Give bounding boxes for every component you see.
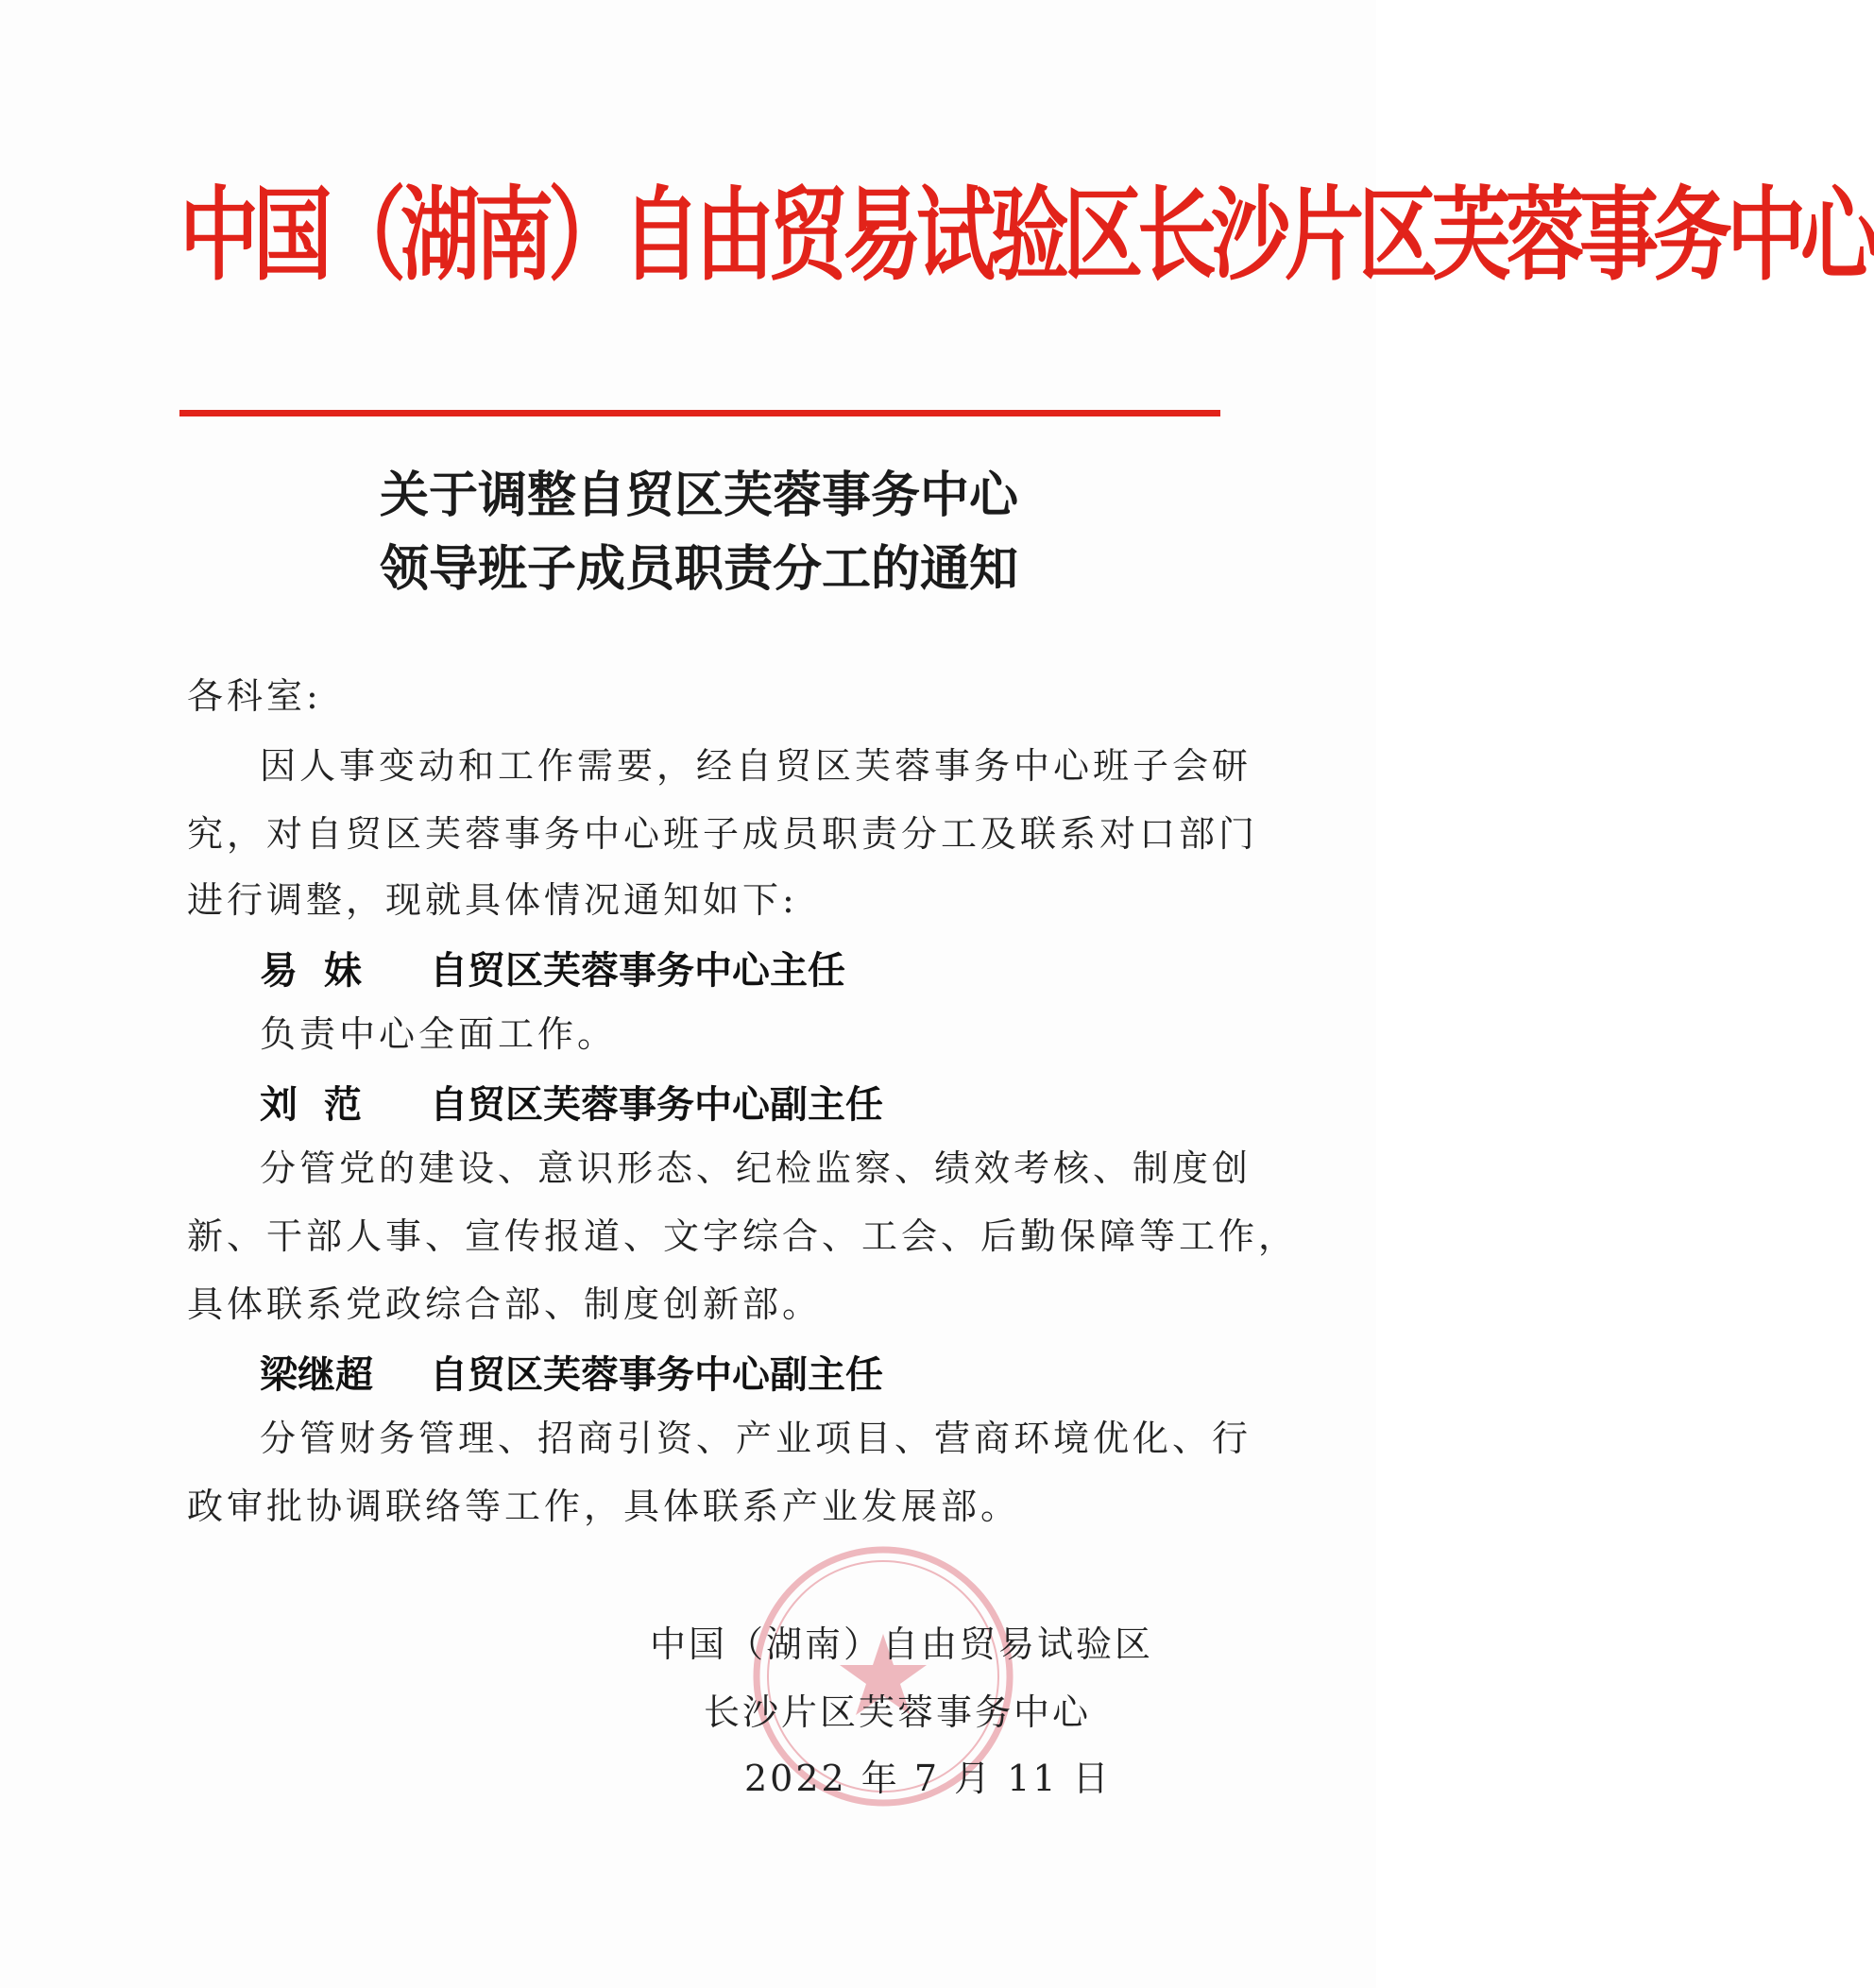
letterhead-red-rule: [179, 410, 1220, 416]
member-position: 自贸区芙蓉事务中心主任: [430, 948, 845, 993]
member-duty-line: 分管财务管理、招商引资、产业项目、营商环境优化、行: [260, 1418, 1252, 1459]
signature-org-line-1: 中国（湖南）自由贸易试验区: [650, 1623, 1154, 1665]
member-heading: [260, 1075, 883, 1129]
member-name: 刘 范: [260, 1082, 362, 1127]
intro-line-3: 进行调整，现就具体情况通知如下:: [187, 879, 798, 921]
letterhead-org-name: 中国（湖南）自由贸易试验区长沙片区芙蓉事务中心: [179, 176, 1874, 295]
member-name: 易 妹: [260, 948, 362, 993]
document-title-line-1: 关于调整自贸区芙蓉事务中心: [379, 467, 1018, 524]
member-heading: [260, 1345, 883, 1399]
signature-date: 2022 年 7 月 11 日: [744, 1758, 1112, 1799]
salutation: 各科室:: [187, 675, 322, 717]
intro-line-2: 究，对自贸区芙蓉事务中心班子成员职责分工及联系对口部门: [187, 813, 1259, 855]
member-duty-line: 政审批协调联络等工作，具体联系产业发展部。: [187, 1486, 1021, 1527]
member-heading: [260, 941, 845, 994]
document-title-line-2: 领导班子成员职责分工的通知: [379, 540, 1018, 598]
intro-line-1: 因人事变动和工作需要，经自贸区芙蓉事务中心班子会研: [260, 745, 1252, 787]
member-duty-line: 负责中心全面工作。: [260, 1013, 618, 1055]
member-name: 梁继超: [260, 1352, 373, 1397]
member-duty-line: 新、干部人事、宣传报道、文字综合、工会、后勤保障等工作，: [187, 1215, 1299, 1257]
member-position: 自贸区芙蓉事务中心副主任: [430, 1082, 883, 1127]
member-duty-line: 分管党的建设、意识形态、纪检监察、绩效考核、制度创: [260, 1147, 1252, 1189]
member-duty-line: 具体联系党政综合部、制度创新部。: [187, 1283, 823, 1325]
signature-org-line-2: 长沙片区芙蓉事务中心: [704, 1691, 1092, 1733]
member-position: 自贸区芙蓉事务中心副主任: [430, 1352, 883, 1397]
